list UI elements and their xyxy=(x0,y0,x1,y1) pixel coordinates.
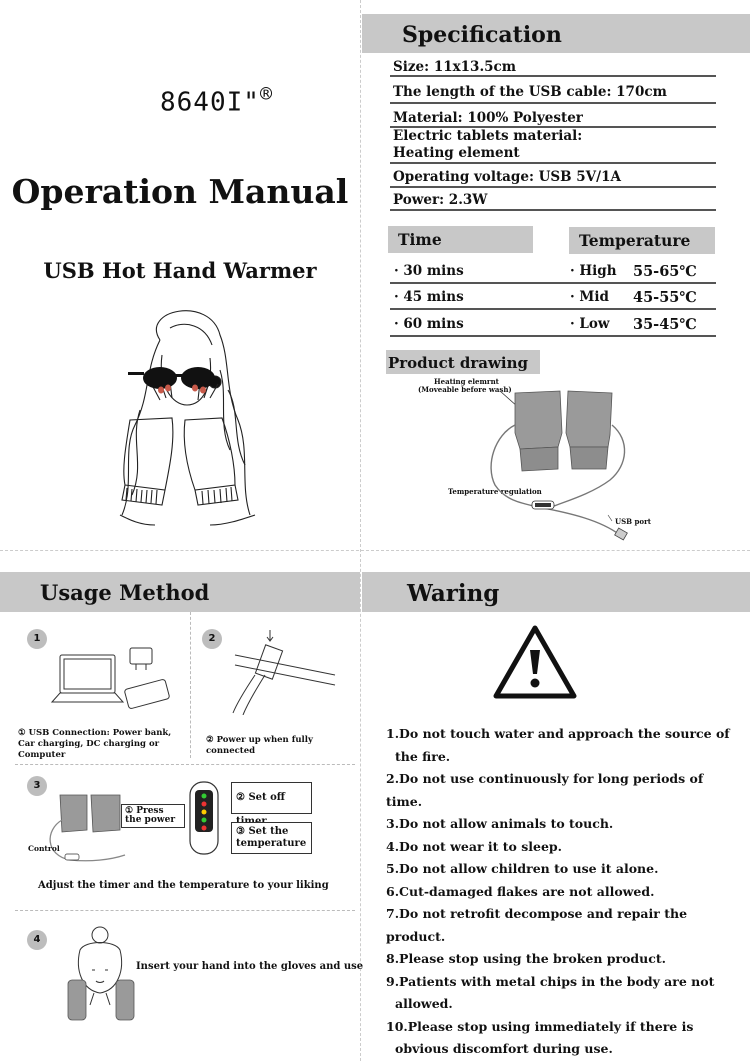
warning-list xyxy=(386,723,736,1061)
step-2-caption: ② Power up when fully connected xyxy=(206,735,313,756)
manual-subtitle: USB Hot Hand Warmer xyxy=(43,258,317,283)
wearing-gloves-illustration xyxy=(60,925,140,1025)
spec-tablets-line1: Electric tablets material: xyxy=(393,128,583,144)
product-drawing-header: Product drawing xyxy=(386,350,540,374)
temp-value: 55-65℃ xyxy=(633,263,697,280)
spec-header: Specification xyxy=(362,14,750,53)
usb-plug-illustration xyxy=(225,625,345,715)
warning-item: 10.Please stop using immediately if there is obvious discomfort during use. xyxy=(386,1018,694,1056)
warning-item: 4.Do not wear it to sleep. xyxy=(386,838,563,854)
step-4-caption: Insert your hand into the gloves and use xyxy=(136,961,364,972)
warning-item: 1.Do not touch water and approach the source of the fire. xyxy=(386,726,730,764)
gloves-control-illustration xyxy=(25,790,135,870)
step-1-badge: 1 xyxy=(27,629,47,649)
spec-row-power: Power: 2.3W xyxy=(390,189,716,211)
press-power-label: ① Press the power xyxy=(121,804,185,828)
step-2-badge: 2 xyxy=(202,629,222,649)
warning-header: Waring xyxy=(362,572,750,612)
usage-header: Usage Method xyxy=(0,572,360,612)
level-value: · Mid xyxy=(570,289,609,305)
step-3-badge: 3 xyxy=(27,776,47,796)
heating-element-label: Heating elemrnt xyxy=(434,377,499,386)
step-1-caption: ① USB Connection: Power bank, Car charging, DC charging or Computer xyxy=(18,728,172,760)
tt-row xyxy=(390,284,716,310)
spec-row-tablets xyxy=(390,128,716,164)
usage-divider xyxy=(15,910,355,911)
step-3-caption: Adjust the timer and the temperature to your liking xyxy=(38,880,329,891)
spec-row-size: Size: 11x13.5cm xyxy=(390,57,716,77)
warning-item: 9.Patients with metal chips in the body are not allowed. xyxy=(386,973,715,1011)
tt-row xyxy=(390,258,716,284)
warning-item: 8.Please stop using the broken product. xyxy=(386,951,666,966)
time-header: Time xyxy=(388,226,533,253)
vertical-divider xyxy=(360,0,361,1061)
spec-row-voltage: Operating voltage: USB 5V/1A xyxy=(390,166,716,188)
set-temperature-label: ③ Set the temperature xyxy=(231,822,312,854)
usage-divider xyxy=(15,764,355,765)
time-value: · 60 mins xyxy=(394,316,464,332)
temp-value: 35-45℃ xyxy=(633,316,697,333)
laptop-powerbank-illustration xyxy=(50,640,180,720)
registered-mark: ® xyxy=(259,82,273,106)
time-value: · 30 mins xyxy=(394,263,464,279)
time-value: · 45 mins xyxy=(394,289,464,305)
warning-item: 5.Do not allow children to use it alone. xyxy=(386,861,659,876)
spec-tablets-line2: Heating element xyxy=(393,145,520,161)
level-value: · Low xyxy=(570,316,610,332)
spec-row-material: Material: 100% Polyester xyxy=(390,108,716,128)
brand-logo xyxy=(160,82,273,118)
warning-item: 7.Do not retrofit decompose and repair the product. xyxy=(386,906,688,944)
warning-item: 3.Do not allow animals to touch. xyxy=(386,816,614,831)
temperature-header: Temperature xyxy=(569,227,715,254)
step-4-badge: 4 xyxy=(27,930,47,950)
warning-triangle-icon xyxy=(490,622,580,702)
brand-text: 8640I xyxy=(160,87,244,118)
warning-item: 2.Do not use continuously for long periods of time. xyxy=(386,771,704,809)
set-off-timer-label: ② Set off xyxy=(231,782,312,814)
temp-value: 45-55℃ xyxy=(633,289,697,306)
level-value: · High xyxy=(570,263,617,279)
temperature-regulation-label: Temperature regulation xyxy=(448,487,542,496)
brand-mark: " xyxy=(243,87,260,118)
warning-item: 6.Cut-damaged flakes are not allowed. xyxy=(386,883,655,899)
control-label: Control xyxy=(28,844,60,853)
horizontal-divider xyxy=(0,550,750,551)
heating-element-note: (Moveable before wash) xyxy=(418,385,512,394)
manual-title: Operation Manual xyxy=(11,172,349,211)
usage-divider xyxy=(190,612,191,758)
spec-row-cable: The length of the USB cable: 170cm xyxy=(390,80,716,104)
girl-illustration xyxy=(100,300,270,530)
product-drawing xyxy=(480,385,640,550)
controller-illustration xyxy=(184,778,224,858)
tt-row xyxy=(390,311,716,337)
usb-port-label: USB port xyxy=(615,517,651,526)
